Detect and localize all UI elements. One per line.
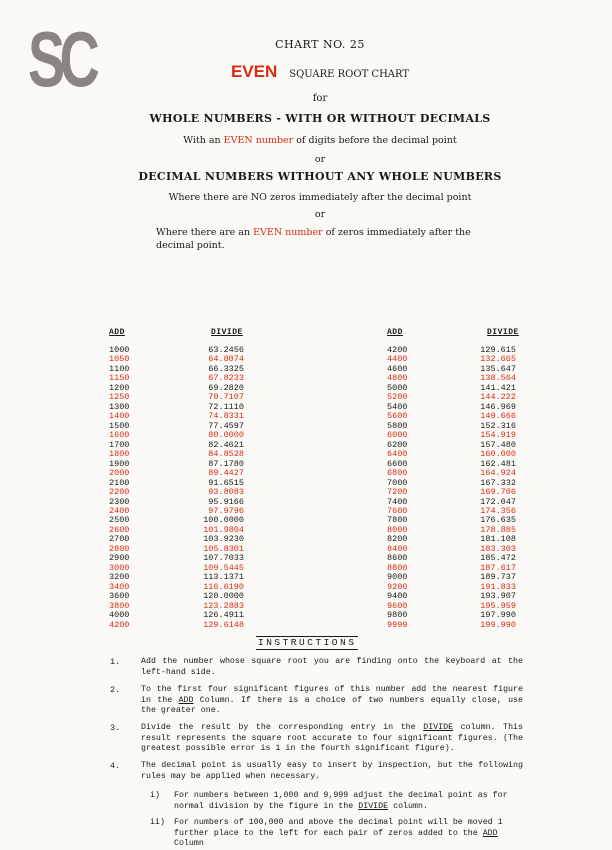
add-cell: 2900: [109, 553, 130, 564]
add-cell: 9999: [387, 619, 408, 630]
add-cell: 1000: [109, 345, 130, 355]
add-cell: 3600: [109, 591, 130, 602]
add-cell: 2300: [109, 496, 130, 507]
divide-cell: 176.635: [480, 515, 516, 526]
or-label-1: or: [314, 154, 326, 165]
instruction-number-2: 2.: [110, 685, 121, 695]
add-cell: 2600: [109, 524, 130, 535]
instruction-3-part-c: column. This result represents the square root accurate to four significant figures. (The greatest possible error is 1 in the fourth significant figure).: [141, 723, 524, 753]
add-header-right: ADD: [387, 328, 403, 337]
sub-2-part-a: For numbers of 100,000 and above the decimal point will be moved 1 further place to the left for each pair of zeros added to the: [174, 818, 503, 838]
divide-cell: 160.000: [480, 449, 516, 460]
divide-cell: 162.481: [480, 458, 516, 469]
instruction-text-4: The decimal point is usually easy to insert by inspection, but the following rules may be applied when necessary.: [141, 761, 523, 781]
divide-cell: 91.6515: [208, 477, 244, 488]
add-cell: 6800: [387, 468, 408, 479]
divide-cell: 167.332: [480, 477, 516, 488]
square-root-chart-label: SQUARE ROOT CHART: [289, 69, 410, 80]
sub-1-part-a: For numbers between 1,000 and 9,999 adjust the decimal point as for normal division by the figure in the: [174, 791, 508, 811]
divide-cell: 103.9230: [203, 534, 244, 545]
add-cell: 2100: [109, 477, 130, 488]
even-number-text: EVEN number: [223, 135, 294, 146]
no-zeros-line: Where there are NO zeros immediately after the decimal point: [168, 192, 472, 203]
instruction-2-add-term: ADD: [178, 695, 194, 705]
add-cell: 8400: [387, 543, 408, 554]
digits-before-text: of digits before the decimal point: [296, 135, 457, 146]
sub-instruction-text-1: [174, 791, 524, 812]
add-cell: 1600: [109, 430, 130, 441]
add-cell: 1500: [109, 420, 130, 431]
divide-cell: 154.919: [480, 430, 516, 441]
logo-text: SC: [28, 15, 99, 103]
instruction-text-1: Add the number whose square root you are finding onto the keyboard at the left-hand side.: [141, 657, 523, 677]
divide-cell: 105.8301: [203, 543, 244, 554]
divide-cell: 132.665: [480, 354, 516, 365]
divide-cell: 199.990: [480, 619, 516, 630]
divide-cell: 82.4621: [208, 439, 244, 450]
add-cell: 1250: [109, 392, 130, 403]
add-cell: 3000: [109, 562, 130, 573]
add-cell: 7600: [387, 505, 408, 516]
add-cell: 6000: [387, 430, 408, 441]
add-cell: 1300: [109, 401, 130, 412]
add-cell: 3800: [109, 600, 130, 611]
divide-cell: 107.7033: [203, 553, 244, 564]
add-cell: 5200: [387, 392, 408, 403]
divide-cell: 97.9796: [208, 505, 244, 516]
divide-cell: 74.8331: [208, 411, 244, 422]
chart-title: [120, 62, 520, 82]
divide-header-left: DIVIDE: [211, 328, 243, 337]
add-cell: 8800: [387, 562, 408, 573]
divide-cell: 109.5445: [203, 562, 244, 573]
divide-cell: 164.924: [480, 468, 516, 479]
add-header-left: ADD: [109, 328, 125, 337]
divide-cell: 189.737: [480, 572, 516, 583]
divide-cell: 123.2883: [203, 600, 244, 611]
divide-cell: 181.108: [480, 534, 516, 545]
for-label: for: [312, 93, 328, 104]
add-cell: 2200: [109, 487, 130, 498]
add-cell: 7800: [387, 515, 408, 526]
add-cell: 9400: [387, 591, 408, 602]
add-cell: 1800: [109, 449, 130, 460]
divide-cell: 157.480: [480, 439, 516, 450]
with-an-text: With an: [183, 135, 221, 146]
add-cell: 6200: [387, 439, 408, 450]
sub-2-part-c: Column: [174, 839, 204, 848]
instruction-3-divide-term: DIVIDE: [423, 723, 454, 732]
divide-cell: 183.303: [480, 543, 516, 554]
add-cell: 4200: [109, 619, 130, 630]
divide-cell: 144.222: [480, 392, 516, 403]
divide-cell: 138.564: [480, 373, 516, 384]
divide-column-right: [470, 346, 516, 630]
divide-cell: 95.9166: [208, 496, 244, 507]
even-digits-line: [120, 135, 520, 146]
sub-1-part-c: column.: [393, 801, 428, 811]
add-cell: 5800: [387, 420, 408, 431]
add-cell: 2000: [109, 468, 130, 479]
add-cell: 2400: [109, 505, 130, 516]
divide-cell: 172.047: [480, 496, 516, 507]
add-cell: 4400: [387, 354, 408, 365]
add-cell: 2800: [109, 543, 130, 554]
instruction-2-part-c: Column. If there is a choice of two numbers equally close, use the greater one.: [141, 695, 524, 715]
add-cell: 4600: [387, 363, 408, 374]
instruction-number-3: 3.: [110, 723, 121, 733]
divide-column-left: [192, 346, 244, 630]
add-cell: 9000: [387, 572, 408, 583]
divide-cell: 187.617: [480, 562, 516, 573]
add-cell: 7000: [387, 477, 408, 488]
divide-cell: 197.990: [480, 610, 516, 621]
add-cell: 5000: [387, 382, 408, 393]
add-cell: 6400: [387, 449, 408, 460]
divide-cell: 146.969: [480, 401, 516, 412]
divide-cell: 193.907: [480, 591, 516, 602]
zeros-after-text: of zeros immediately after the decimal point.: [156, 227, 471, 251]
add-cell: 4800: [387, 373, 408, 384]
where-there-are-text: Where there are an: [156, 227, 251, 238]
divide-cell: 69.2820: [208, 382, 244, 393]
divide-cell: 141.421: [480, 382, 516, 393]
sc-logo: [28, 15, 99, 103]
instructions-title: INSTRUCTIONS: [258, 637, 357, 648]
divide-cell: 64.8074: [208, 354, 244, 365]
divide-cell: 66.3325: [208, 363, 244, 374]
add-column-right: [387, 346, 407, 630]
add-cell: 3200: [109, 572, 130, 583]
divide-cell: 70.7107: [208, 392, 244, 403]
even-zeros-line: [156, 227, 486, 252]
divide-cell: 120.0000: [203, 591, 244, 602]
add-cell: 8000: [387, 524, 408, 535]
add-cell: 1700: [109, 439, 130, 450]
divide-cell: 169.706: [480, 487, 516, 498]
divide-cell: 113.1371: [203, 572, 244, 583]
even-word: EVEN: [230, 62, 278, 81]
divide-cell: 185.472: [480, 553, 516, 564]
add-cell: 2500: [109, 515, 130, 526]
sub-instruction-text-2: [174, 818, 524, 850]
divide-cell: 195.959: [480, 600, 516, 611]
add-cell: 5600: [387, 411, 408, 422]
add-cell: 1900: [109, 458, 130, 469]
add-cell: 4200: [387, 345, 408, 355]
divide-cell: 84.8528: [208, 449, 244, 460]
whole-numbers-heading: WHOLE NUMBERS - WITH OR WITHOUT DECIMALS: [149, 112, 491, 125]
add-cell: 7200: [387, 487, 408, 498]
add-cell: 8600: [387, 553, 408, 564]
divide-cell: 152.316: [480, 420, 516, 431]
divide-cell: 149.666: [480, 411, 516, 422]
add-cell: 7400: [387, 496, 408, 507]
add-cell: 1050: [109, 354, 130, 365]
add-cell: 9200: [387, 581, 408, 592]
or-label-2: or: [314, 209, 326, 220]
add-cell: 8200: [387, 534, 408, 545]
chart-number: CHART NO. 25: [275, 38, 365, 51]
add-cell: 1200: [109, 382, 130, 393]
divide-cell: 116.6190: [203, 581, 244, 592]
add-cell: 3400: [109, 581, 130, 592]
divide-cell: 174.356: [480, 505, 516, 516]
divide-cell: 129.615: [480, 345, 516, 355]
add-column-left: [109, 346, 129, 630]
add-cell: 2700: [109, 534, 130, 545]
add-cell: 9800: [387, 610, 408, 621]
sub-instruction-number-1: i): [150, 791, 160, 800]
divide-cell: 72.1110: [208, 401, 244, 412]
even-number-text-2: EVEN number: [253, 227, 323, 238]
divide-cell: 93.8083: [208, 487, 244, 498]
divide-cell: 135.647: [480, 363, 516, 374]
instruction-number-4: 4.: [110, 761, 121, 771]
divide-cell: 67.8233: [208, 373, 244, 384]
divide-header-right: DIVIDE: [487, 328, 519, 337]
sub-2-add-term: ADD: [482, 828, 498, 838]
add-cell: 5400: [387, 401, 408, 412]
divide-cell: 80.0000: [208, 430, 244, 441]
add-cell: 4000: [109, 610, 130, 621]
sub-instruction-number-2: ii): [150, 818, 165, 827]
divide-cell: 89.4427: [208, 468, 244, 479]
add-cell: 9600: [387, 600, 408, 611]
divide-cell: 191.833: [480, 581, 516, 592]
sub-1-divide-term: DIVIDE: [358, 801, 389, 811]
add-cell: 6600: [387, 458, 408, 469]
decimal-numbers-heading: DECIMAL NUMBERS WITHOUT ANY WHOLE NUMBERS: [138, 170, 502, 183]
instruction-text-2: [141, 685, 523, 717]
instruction-number-1: 1.: [110, 657, 121, 667]
divide-cell: 178.885: [480, 524, 516, 535]
divide-cell: 101.9804: [203, 524, 244, 535]
instruction-text-3: [141, 723, 523, 755]
add-cell: 1100: [109, 363, 130, 374]
divide-cell: 129.6148: [203, 619, 244, 630]
add-cell: 1150: [109, 373, 130, 384]
divide-cell: 63.2456: [208, 345, 244, 355]
divide-cell: 126.4911: [203, 610, 244, 621]
add-cell: 1400: [109, 411, 130, 422]
divide-cell: 87.1780: [208, 458, 244, 469]
instruction-2-part-a: To the first four significant figures of this number add the nearest figure in the: [141, 685, 523, 705]
divide-cell: 100.0000: [203, 515, 244, 526]
divide-cell: 77.4597: [208, 420, 244, 431]
instruction-3-part-a: Divide the result by the corresponding entry in the: [141, 723, 416, 732]
